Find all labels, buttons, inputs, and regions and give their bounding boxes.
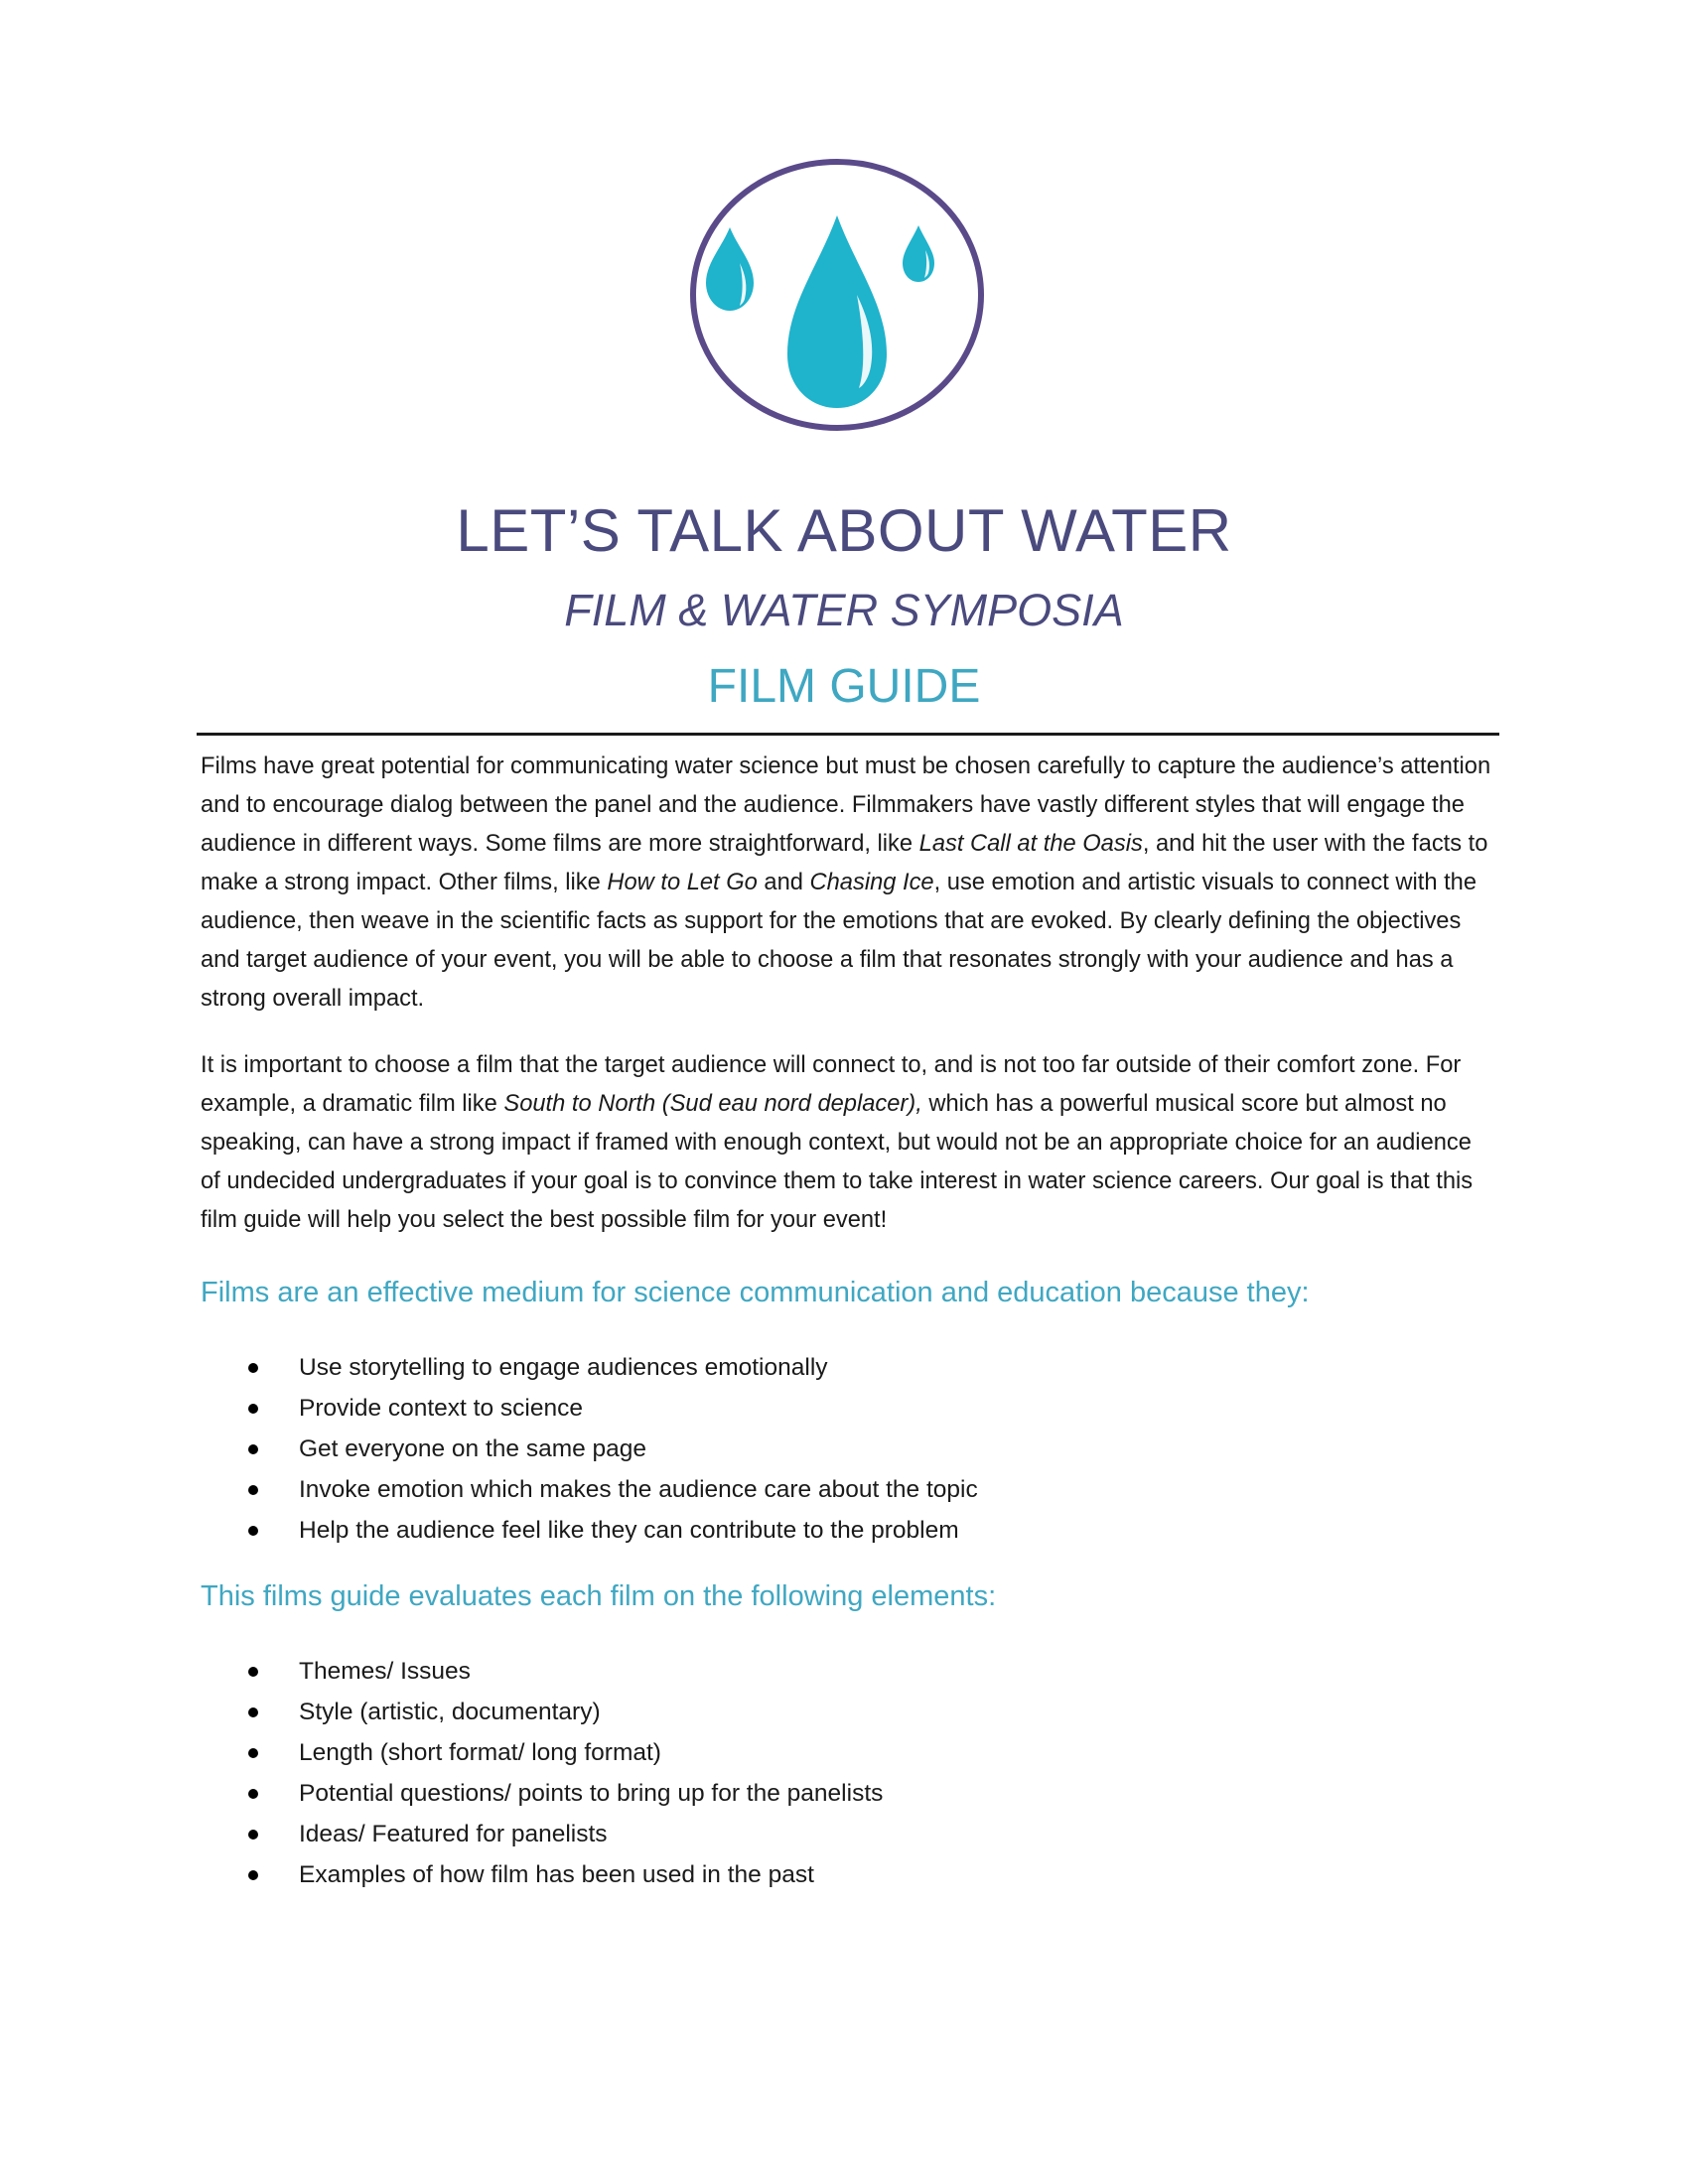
bullet-icon (248, 1789, 258, 1799)
film-title: Last Call at the Oasis (918, 831, 1143, 857)
horizontal-rule (197, 733, 1499, 736)
bullet-icon (248, 1485, 258, 1495)
water-drops-logo (688, 156, 986, 434)
film-title: Chasing Ice (809, 870, 934, 895)
bullet-icon (248, 1404, 258, 1414)
bullet-icon (248, 1830, 258, 1840)
section-heading-benefits: Films are an effective medium for science communication and education because they: (201, 1277, 1310, 1308)
document-subtitle: FILM & WATER SYMPOSIA (564, 585, 1124, 635)
film-title: How to Let Go (607, 870, 758, 895)
intro-paragraph-2: It is important to choose a film that the target audience will connect to, and is not too far outside of their comfort zone. For example, a dramatic film like South to North (Sud eau nord deplacer), which has a powerful musical score but almost no speaking, can have a strong impact if framed with enough context, but would not be an appropriate choice for an audience of undecided undergraduates if your goal is to convince them to take interest in water science careers. Our goal is that this film guide will help you select the best possible film for your event! (201, 1052, 1474, 1233)
bullet-icon (248, 1707, 258, 1717)
guide-title: FILM GUIDE (707, 660, 981, 713)
document-title: LET’S TALK ABOUT WATER (456, 497, 1232, 564)
water-drops-icon (688, 156, 986, 434)
film-title: South to North (Sud eau nord deplacer), (503, 1091, 922, 1117)
intro-paragraph-1: Films have great potential for communicating water science but must be chosen carefully to capture the audience’s attention and to encourage dialog between the panel and the audience. Filmmakers have vastly different styles that will engage the audience in different ways. Some films are more straightforward, like Last Call at the Oasis, and hit the user with the facts to make a strong impact. Other films, like How to Let Go and Chasing Ice, use emotion and artistic visuals to connect with the audience, then weave in the scientific facts as support for the emotions that are evoked. By clearly defining the objectives and target audience of your event, you will be able to choose a film that resonates strongly with your audience and has a strong overall impact. (201, 753, 1491, 1012)
bullet-icon (248, 1870, 258, 1880)
section-heading-elements: This films guide evaluates each film on the following elements: (201, 1580, 997, 1612)
bullet-icon (248, 1748, 258, 1758)
bullet-icon (248, 1526, 258, 1536)
bullet-icon (248, 1444, 258, 1454)
bullet-icon (248, 1667, 258, 1677)
bullet-icon (248, 1363, 258, 1373)
